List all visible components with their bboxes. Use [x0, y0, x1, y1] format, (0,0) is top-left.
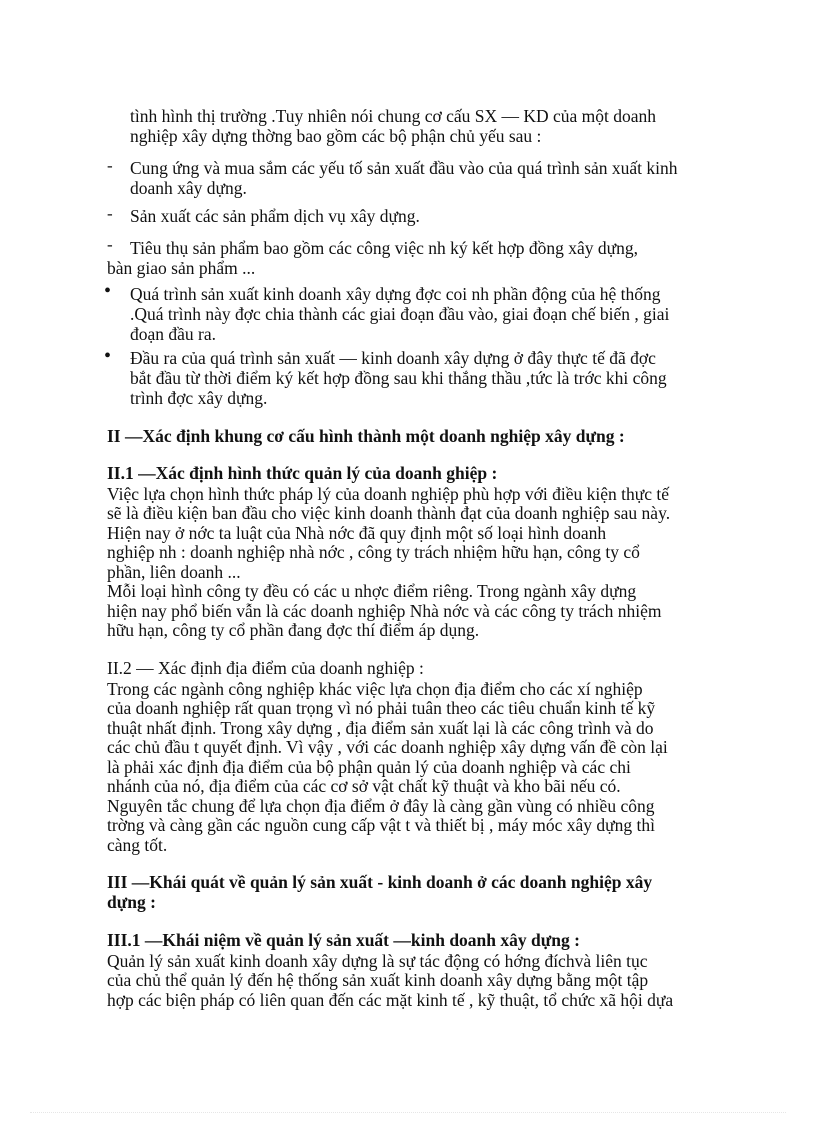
bullet-item-1-line-2: .Quá trình này đợc chia thành các giai đoạn đầu vào, giai đoạn chế biến , giai [130, 304, 670, 324]
dash-item-3-line-1: Tiêu thụ sản phẩm bao gồm các công việc nh ký kết hợp đồng xây dựng, [130, 238, 639, 258]
dash-item-1-line-2: doanh xây dựng. [130, 178, 247, 198]
para-II2-line-3: thuật nhất định. Trong xây dựng , địa điểm sản xuất lại là các công trình và do [107, 718, 654, 738]
para-II1-line-2: sẽ là điều kiện ban đầu cho việc kinh doanh thành đạt của doanh nghiệp sau này. [107, 503, 671, 523]
bullet-marker: • [104, 280, 112, 302]
para-II2-line-9: càng tốt. [107, 835, 168, 855]
heading-section-III-line-2: dựng : [107, 892, 156, 912]
heading-section-II-1: II.1 —Xác định hình thức quản lý của doanh ghiệp : [107, 463, 498, 483]
para-II2-line-4: các chủ đầu t quyết định. Vì vậy , với các doanh nghiệp xây dựng vấn đề còn lại [107, 737, 668, 757]
heading-section-III-line-1: III —Khái quát về quản lý sản xuất - kinh doanh ở các doanh nghiệp xây [107, 872, 653, 892]
para-II2-line-6: nhánh của nó, địa điểm của các cơ sở vật chất kỹ thuật và kho bãi nếu có. [107, 776, 621, 796]
para-III1-line-3: hợp các biện pháp có liên quan đến các mặt kinh tế , kỹ thuật, tổ chức xã hội dựa [107, 990, 674, 1010]
para-II2-line-2: của doanh nghiệp rất quan trọng vì nó phải tuân theo các tiêu chuẩn kinh tế kỹ [107, 698, 656, 718]
heading-section-II: II —Xác định khung cơ cấu hình thành một doanh nghiệp xây dựng : [107, 426, 625, 446]
para-II2-line-8: trờng và càng gần các nguồn cung cấp vật t và thiết bị , máy móc xây dựng thì [107, 815, 655, 835]
dash-marker: - [107, 235, 113, 254]
heading-section-II-2: II.2 — Xác định địa điểm của doanh nghiệp : [107, 658, 424, 678]
dash-item-3-line-2: bàn giao sản phẩm ... [107, 258, 256, 278]
para-II1-line-5: phần, liên doanh ... [107, 562, 241, 582]
para-III1-line-2: của chủ thể quản lý đến hệ thống sản xuất kinh doanh xây dựng bằng một tập [107, 970, 649, 990]
intro-line-1: tình hình thị trường .Tuy nhiên nói chung cơ cấu SX — KD của một doanh [130, 106, 657, 126]
dash-marker: - [107, 156, 113, 175]
para-II1-line-6: Mỗi loại hình công ty đều có các u nhợc điểm riêng. Trong ngành xây dựng [107, 581, 637, 601]
para-II1-line-8: hữu hạn, công ty cổ phần đang đợc thí điểm áp dụng. [107, 620, 480, 640]
para-III1-line-1: Quản lý sản xuất kinh doanh xây dựng là sự tác động có hớng đíchvà liên tục [107, 951, 648, 971]
bullet-item-2-line-1: Đầu ra của quá trình sản xuất — kinh doanh xây dựng ở đây thực tế đã đợc [130, 348, 656, 368]
para-II2-line-7: Nguyên tắc chung để lựa chọn địa điểm ở đây là càng gần vùng có nhiều công [107, 796, 655, 816]
bullet-item-2-line-3: trình đợc xây dựng. [130, 388, 268, 408]
page-bottom-divider [30, 1112, 786, 1113]
intro-line-2: nghiệp xây dựng thờng bao gồm các bộ phận chủ yếu sau : [130, 126, 542, 146]
para-II1-line-1: Việc lựa chọn hình thức pháp lý của doanh nghiệp phù hợp với điều kiện thực tế [107, 484, 670, 504]
bullet-item-2-line-2: bắt đầu từ thời điểm ký kết hợp đồng sau khi thắng thầu ,tức là trớc khi công [130, 368, 667, 388]
bullet-item-1-line-3: đoạn đầu ra. [130, 324, 217, 344]
para-II2-line-5: là phải xác định địa điểm của bộ phận quản lý của doanh nghiệp và các chi [107, 757, 631, 777]
dash-item-2-line-1: Sản xuất các sản phẩm dịch vụ xây dựng. [130, 206, 420, 226]
para-II1-line-4: nghiệp nh : doanh nghiệp nhà nớc , công ty trách nhiệm hữu hạn, công ty cổ [107, 542, 640, 562]
heading-section-III-1: III.1 —Khái niệm về quản lý sản xuất —kinh doanh xây dựng : [107, 930, 580, 950]
dash-item-1-line-1: Cung ứng và mua sắm các yếu tố sản xuất đầu vào của quá trình sản xuất kinh [130, 158, 678, 178]
bullet-item-1-line-1: Quá trình sản xuất kinh doanh xây dựng đợc coi nh phần động của hệ thống [130, 284, 661, 304]
para-II1-line-3: Hiện nay ở nớc ta luật của Nhà nớc đã quy định một số loại hình doanh [107, 523, 607, 543]
para-II2-line-1: Trong các ngành công nghiệp khác việc lựa chọn địa điểm cho các xí nghiệp [107, 679, 643, 699]
para-II1-line-7: hiện nay phổ biến vẫn là các doanh nghiệp Nhà nớc và các công ty trách nhiệm [107, 601, 662, 621]
bullet-marker: • [104, 345, 112, 367]
dash-marker: - [107, 204, 113, 223]
